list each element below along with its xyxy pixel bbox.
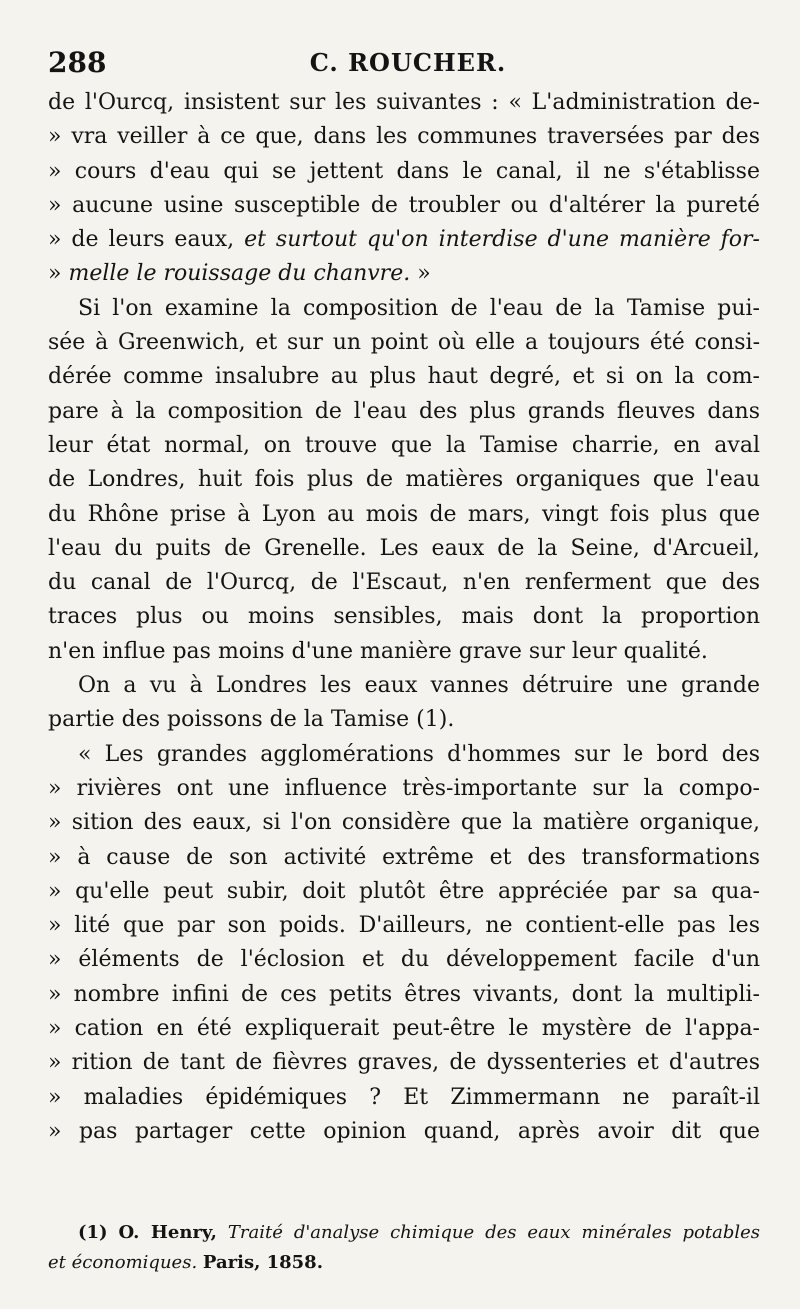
text-line: n'en influe pas moins d'une manière grave sur leur qualité. <box>48 638 708 664</box>
text-line: » sition des eaux, si l'on considère que la matière organique, <box>48 810 760 836</box>
text-line: » maladies épidémiques ? Et Zimmermann ne paraît-il <box>48 1084 760 1110</box>
footnote-line <box>48 1218 760 1248</box>
running-head: C. ROUCHER. <box>309 48 507 77</box>
footnote-author: O. Henry, <box>118 1222 217 1243</box>
text-line: » cation en été expliquerait peut-être le mystère de l'appa- <box>48 1016 760 1042</box>
text-line: l'eau du puits de Grenelle. Les eaux de la Seine, d'Arcueil, <box>48 535 760 561</box>
page-header <box>48 40 768 84</box>
text-line: dérée comme insalubre au plus haut degré, et si on la com- <box>48 364 760 390</box>
text-line: du Rhône prise à Lyon au mois de mars, vingt fois plus que <box>48 501 760 527</box>
text-line <box>48 223 760 257</box>
text-line: » vra veiller à ce que, dans les communes traversées par des <box>48 124 760 150</box>
text-line: de l'Ourcq, insistent sur les suivantes : « L'administration de- <box>48 90 760 115</box>
text-span: » <box>410 261 431 287</box>
text-line: » éléments de l'éclosion et du développement facile d'un <box>48 947 760 973</box>
text-line: » aucune usine susceptible de troubler ou d'altérer la pureté <box>48 192 760 218</box>
text-span: » <box>48 261 69 287</box>
paragraph-start-line: On a vu à Londres les eaux vannes détruire une grande <box>78 673 760 699</box>
text-span: » de leurs eaux, <box>48 227 245 253</box>
text-line: » cours d'eau qui se jettent dans le canal, il ne s'établisse <box>48 158 760 184</box>
footnote-imprint: Paris, 1858. <box>202 1252 323 1273</box>
page-number: 288 <box>48 46 107 79</box>
footnote-title: et économiques. <box>48 1252 198 1273</box>
italic-span: melle le rouissage du chanvre. <box>68 261 411 287</box>
footnote <box>48 1218 760 1278</box>
footnote-title: Traité d'analyse chimique des eaux minérales potables <box>227 1222 760 1243</box>
text-line: » à cause de son activité extrême et des transformations <box>48 844 760 870</box>
text-line: » pas partager cette opinion quand, après avoir dit que <box>48 1118 760 1144</box>
italic-span: et surtout qu'on interdise d'une manière for- <box>244 227 760 253</box>
text-line: de Londres, huit fois plus de matières organiques que l'eau <box>48 467 760 493</box>
text-line: partie des poissons de la Tamise (1). <box>48 707 455 733</box>
text-line: » rition de tant de fièvres graves, de dyssenteries et d'autres <box>48 1050 760 1076</box>
footnote-line <box>48 1248 760 1278</box>
footnote-marker: (1) <box>78 1222 108 1243</box>
text-line: du canal de l'Ourcq, de l'Escaut, n'en renferment que des <box>48 570 760 596</box>
text-line: pare à la composition de l'eau des plus grands fleuves dans <box>48 398 760 424</box>
paragraph-start-line: Si l'on examine la composition de l'eau de la Tamise pui- <box>78 295 760 321</box>
text-line: » nombre infini de ces petits êtres vivants, dont la multipli- <box>48 981 760 1007</box>
text-line: sée à Greenwich, et sur un point où elle a toujours été consi- <box>48 330 760 356</box>
text-line <box>48 257 760 291</box>
text-line: traces plus ou moins sensibles, mais dont la proportion <box>48 604 760 630</box>
text-line: » qu'elle peut subir, doit plutôt être appréciée par sa qua- <box>48 878 760 904</box>
text-line: » rivières ont une influence très-importante sur la compo- <box>48 775 760 801</box>
text-line: leur état normal, on trouve que la Tamise charrie, en aval <box>48 432 760 458</box>
paragraph-start-line: « Les grandes agglomérations d'hommes sur le bord des <box>78 741 760 767</box>
text-line: » lité que par son poids. D'ailleurs, ne contient-elle pas les <box>48 913 760 939</box>
body-text <box>48 86 760 1149</box>
